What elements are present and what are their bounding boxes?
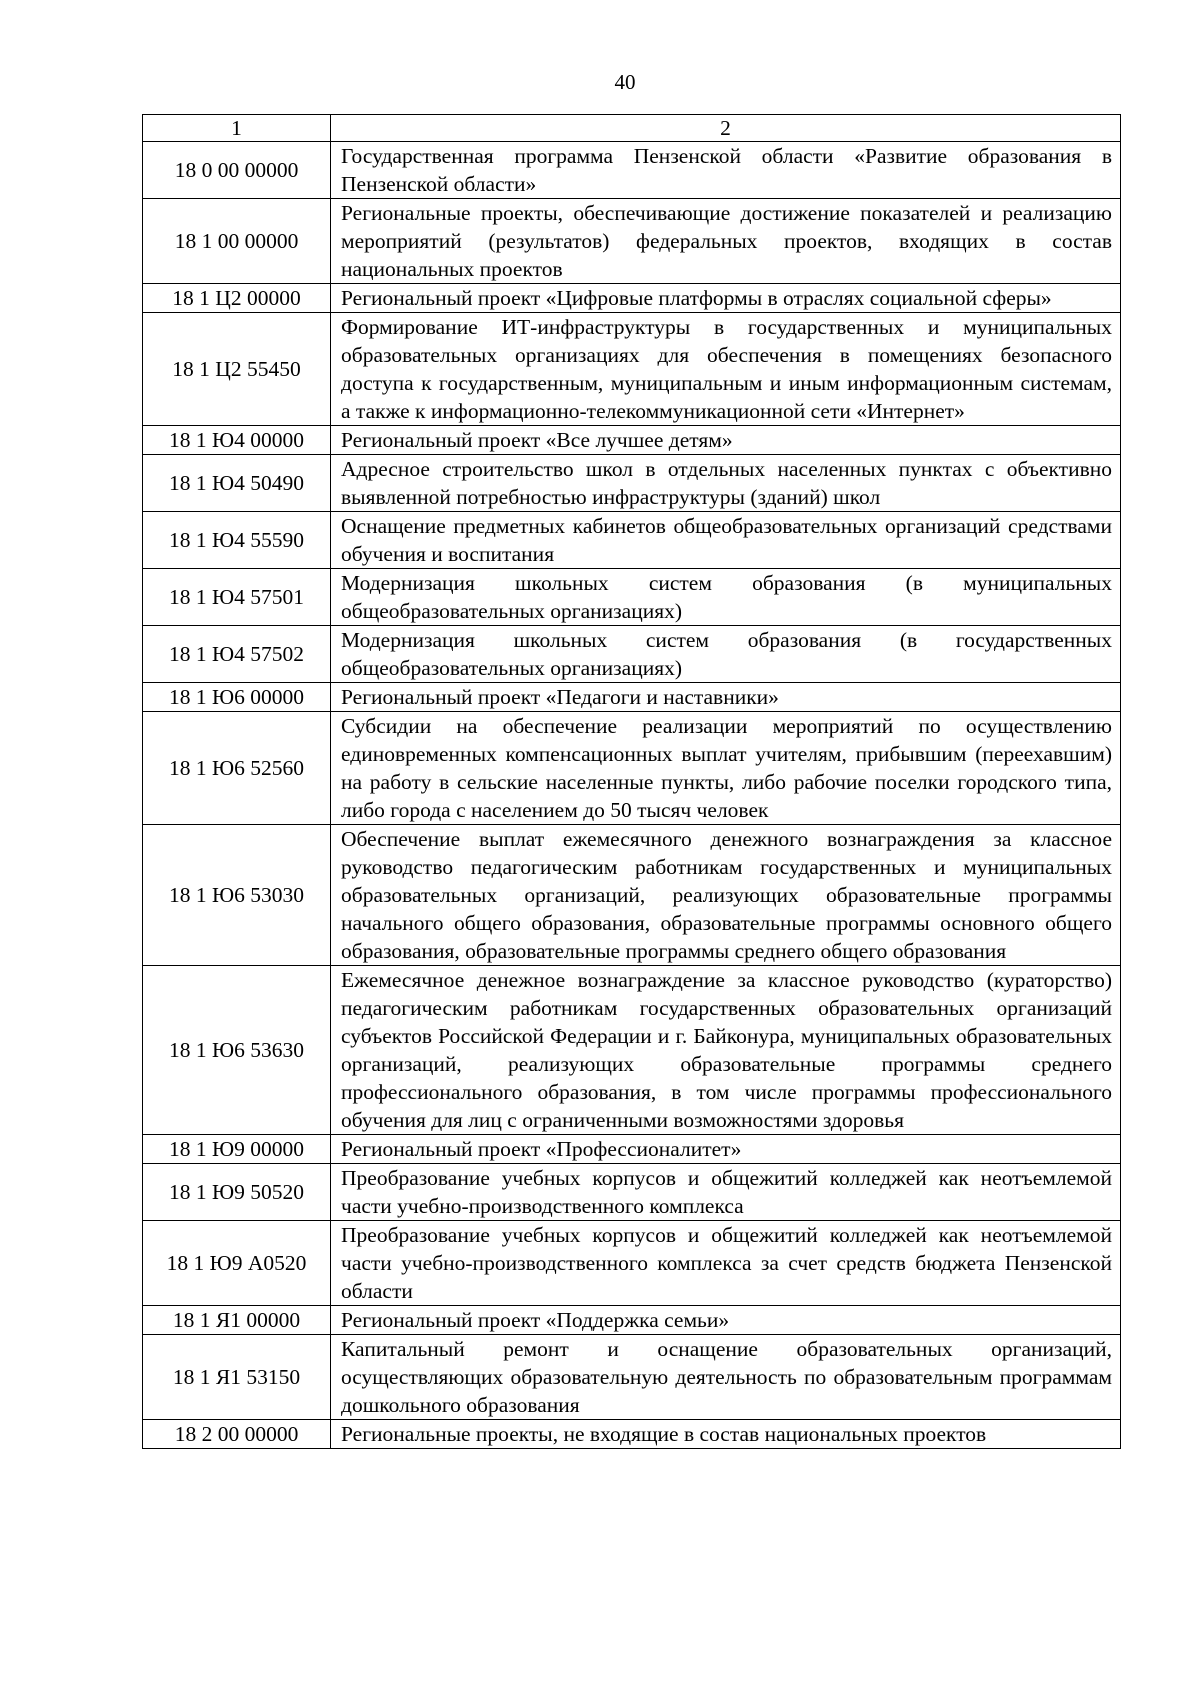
table-row bbox=[143, 1135, 1121, 1164]
row-description: Региональный проект «Педагоги и наставники» bbox=[331, 683, 1121, 712]
row-description: Модернизация школьных систем образования (в государственных общеобразовательных организациях) bbox=[331, 626, 1121, 683]
row-description: Ежемесячное денежное вознаграждение за классное руководство (кураторство) педагогическим работникам государственных образовательных организаций субъектов Российской Федерации и г. Байконура, муниципальных образовательных организаций, реализующих образовательные программы среднего профессионального образования, в том числе программы профессионального обучения для лиц с ограниченными возможностями здоровья bbox=[331, 966, 1121, 1135]
row-code: 18 1 Ю6 00000 bbox=[143, 683, 331, 712]
row-code: 18 1 Я1 53150 bbox=[143, 1335, 331, 1420]
table-row bbox=[143, 142, 1121, 199]
table-row bbox=[143, 712, 1121, 825]
budget-classification-table bbox=[142, 114, 1121, 1449]
row-code: 18 1 Ю4 57501 bbox=[143, 569, 331, 626]
row-description: Преобразование учебных корпусов и общежитий колледжей как неотъемлемой части учебно-производственного комплекса за счет средств бюджета Пензенской области bbox=[331, 1221, 1121, 1306]
column-header-code: 1 bbox=[143, 115, 331, 142]
page-number: 40 bbox=[614, 70, 636, 94]
table-row bbox=[143, 825, 1121, 966]
column-header-description: 2 bbox=[331, 115, 1121, 142]
row-code: 18 1 00 00000 bbox=[143, 199, 331, 284]
row-description: Обеспечение выплат ежемесячного денежного вознаграждения за классное руководство педагогическим работникам государственных и муниципальных образовательных организаций, реализующих образовательные программы начального общего образования, образовательные программы основного общего образования, образовательные программы среднего общего образования bbox=[331, 825, 1121, 966]
table-row bbox=[143, 455, 1121, 512]
row-code: 18 1 Ю9 А0520 bbox=[143, 1221, 331, 1306]
row-description: Региональные проекты, обеспечивающие достижение показателей и реализацию мероприятий (результатов) федеральных проектов, входящих в состав национальных проектов bbox=[331, 199, 1121, 284]
row-code: 18 1 Ю4 57502 bbox=[143, 626, 331, 683]
row-description: Адресное строительство школ в отдельных населенных пунктах с объективно выявленной потребностью инфраструктуры (зданий) школ bbox=[331, 455, 1121, 512]
row-code: 18 0 00 00000 bbox=[143, 142, 331, 199]
row-description: Субсидии на обеспечение реализации мероприятий по осуществлению единовременных компенсационных выплат учителям, прибывшим (переехавшим) на работу в сельские населенные пункты, либо рабочие поселки городского типа, либо города с населением до 50 тысяч человек bbox=[331, 712, 1121, 825]
row-description: Региональный проект «Цифровые платформы в отраслях социальной сферы» bbox=[331, 284, 1121, 313]
row-code: 18 1 Ю4 00000 bbox=[143, 426, 331, 455]
row-code: 18 1 Ц2 55450 bbox=[143, 313, 331, 426]
row-description: Региональные проекты, не входящие в состав национальных проектов bbox=[331, 1420, 1121, 1449]
row-description: Формирование ИТ-инфраструктуры в государственных и муниципальных образовательных организациях для обеспечения в помещениях безопасного доступа к государственным, муниципальным и иным информационным системам, а также к информационно-телекоммуникационной сети «Интернет» bbox=[331, 313, 1121, 426]
row-description: Региональный проект «Поддержка семьи» bbox=[331, 1306, 1121, 1335]
table-row bbox=[143, 569, 1121, 626]
row-code: 18 1 Ю9 00000 bbox=[143, 1135, 331, 1164]
table-row bbox=[143, 1420, 1121, 1449]
row-description: Капитальный ремонт и оснащение образовательных организаций, осуществляющих образовательную деятельность по образовательным программам дошкольного образования bbox=[331, 1335, 1121, 1420]
table-row bbox=[143, 426, 1121, 455]
row-description: Государственная программа Пензенской области «Развитие образования в Пензенской области» bbox=[331, 142, 1121, 199]
row-code: 18 1 Ю6 53630 bbox=[143, 966, 331, 1135]
row-description: Оснащение предметных кабинетов общеобразовательных организаций средствами обучения и воспитания bbox=[331, 512, 1121, 569]
table-row bbox=[143, 1164, 1121, 1221]
row-code: 18 1 Ю6 52560 bbox=[143, 712, 331, 825]
table-row bbox=[143, 683, 1121, 712]
table-row bbox=[143, 1306, 1121, 1335]
table-row bbox=[143, 626, 1121, 683]
row-code: 18 1 Ю4 50490 bbox=[143, 455, 331, 512]
row-code: 18 2 00 00000 bbox=[143, 1420, 331, 1449]
row-description: Модернизация школьных систем образования (в муниципальных общеобразовательных организациях) bbox=[331, 569, 1121, 626]
table-row bbox=[143, 313, 1121, 426]
row-code: 18 1 Ю9 50520 bbox=[143, 1164, 331, 1221]
table-row bbox=[143, 966, 1121, 1135]
row-code: 18 1 Ю6 53030 bbox=[143, 825, 331, 966]
table-row bbox=[143, 1335, 1121, 1420]
row-description: Региональный проект «Профессионалитет» bbox=[331, 1135, 1121, 1164]
table-row bbox=[143, 284, 1121, 313]
table-row bbox=[143, 199, 1121, 284]
table-row bbox=[143, 512, 1121, 569]
row-description: Региональный проект «Все лучшее детям» bbox=[331, 426, 1121, 455]
row-description: Преобразование учебных корпусов и общежитий колледжей как неотъемлемой части учебно-производственного комплекса bbox=[331, 1164, 1121, 1221]
row-code: 18 1 Ю4 55590 bbox=[143, 512, 331, 569]
table-header-row bbox=[143, 115, 1121, 142]
table-row bbox=[143, 1221, 1121, 1306]
row-code: 18 1 Ц2 00000 bbox=[143, 284, 331, 313]
row-code: 18 1 Я1 00000 bbox=[143, 1306, 331, 1335]
